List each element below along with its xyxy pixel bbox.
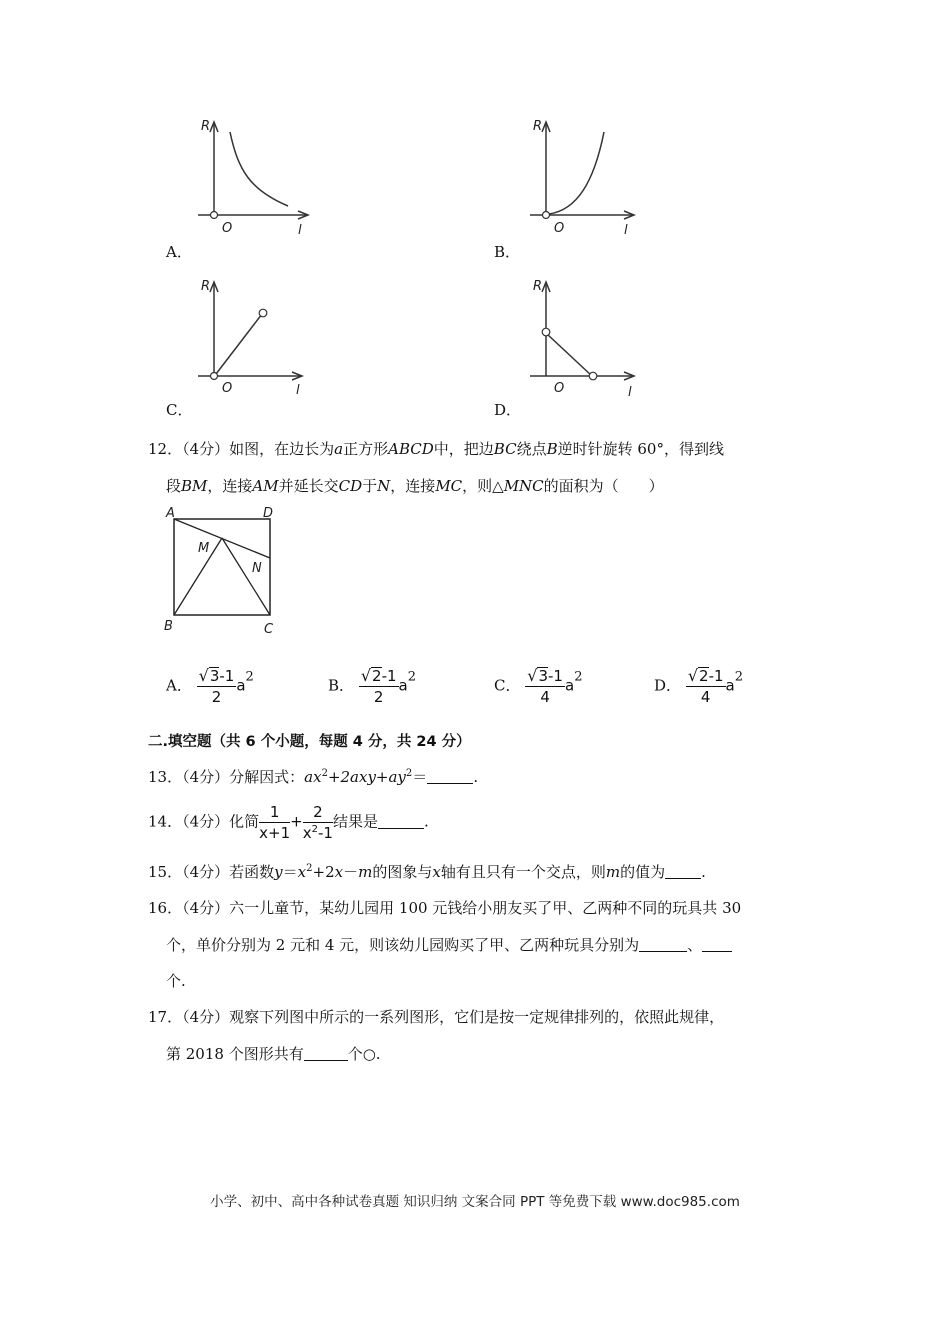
q12-option-c[interactable]: C． $\frac{√3-1}{4}$ $a^2$ [494,666,583,706]
option-c-letter: C． [166,401,193,419]
svg-text:O: O [554,381,565,396]
q16-line1: 16．（4分）六一儿童节，某幼儿园用 100 元钱给小朋友买了甲、乙两种不同的玩具共 30 [148,899,742,917]
answer-blank[interactable] [304,1044,348,1061]
svg-text:N: N [252,561,262,576]
q13: 13．（4分）分解因式：$ax^2+2axy+ay^2=$ . [148,768,479,786]
graph-option-a [190,112,320,237]
answer-blank[interactable] [639,935,687,952]
answer-blank[interactable] [665,862,701,879]
option-d-letter: D． [494,401,522,419]
y-axis-label: R [201,119,211,134]
graph-option-d [522,272,652,397]
q12-line2: 段BM，连接AM并延长交CD于N，连接MC，则△MNC的面积为（ ） [166,477,664,495]
svg-text:R: R [533,119,543,134]
line-segment [216,314,262,374]
q17-line1: 17．（4分）观察下列图中所示的一系列图形，它们是按一定规律排列的，依照此规律， [148,1008,725,1026]
svg-text:O: O [222,381,233,396]
q12-line1: 12．（4分）如图，在边长为a正方形ABCD中，把边BC绕点B逆时针旋转 60°，得到线 [148,440,724,458]
q17-line2: 第 2018 个图形共有 个○. [166,1045,381,1063]
graph-option-c [190,272,320,397]
segment-mc [222,538,270,615]
svg-text:l: l [296,383,300,397]
option-b-letter: B． [494,243,521,261]
svg-text:R: R [201,279,211,294]
answer-blank[interactable] [702,935,732,952]
q15: 15．（4分）若函数$y=x^2+2x-m$的图象与x轴有且只有一个交点，则m的值为 . [148,863,706,881]
q12-option-a[interactable]: A． $\frac{√3-1}{2}$ $a^2$ [166,666,254,706]
line-segment [547,334,592,376]
hyperbola-curve [230,132,288,206]
svg-text:l: l [624,223,628,237]
q14: 14．（4分）化简 $\frac{1}{x+1}$ + $\frac{2}{x^2-1}$ 结果是 . [148,803,429,842]
q12-option-b[interactable]: B． $\frac{√2-1}{2}$ $a^2$ [328,666,417,706]
origin-label: O [222,221,233,236]
q16-line3: 个. [166,972,186,990]
parabola-curve [549,132,604,214]
page-footer: 小学、初中、高中各种试卷真题 知识归纳 文案合同 PPT 等免费下载 www.doc985.com [210,1194,740,1210]
svg-text:D: D [263,506,274,521]
svg-text:l: l [628,385,632,397]
q12-option-d[interactable]: D． $\frac{√2-1}{4}$ $a^2$ [654,666,744,706]
svg-text:C: C [264,622,274,637]
svg-text:B: B [164,619,173,634]
svg-text:A: A [166,506,175,521]
q12-square-figure [160,500,290,640]
option-a-letter: A． [166,243,192,261]
x-axis-label: l [298,223,302,237]
q16-line2: 个，单价分别为 2 元和 4 元，则该幼儿园购买了甲、乙两种玩具分别为 、 [166,934,732,956]
graph-option-b [522,112,652,237]
svg-text:O: O [554,221,565,236]
answer-blank[interactable] [378,812,424,829]
svg-text:R: R [533,279,543,294]
answer-blank[interactable] [427,767,473,784]
section-heading: 二.填空题（共 6 个小题，每题 4 分，共 24 分） [148,734,471,750]
svg-text:M: M [198,541,210,556]
